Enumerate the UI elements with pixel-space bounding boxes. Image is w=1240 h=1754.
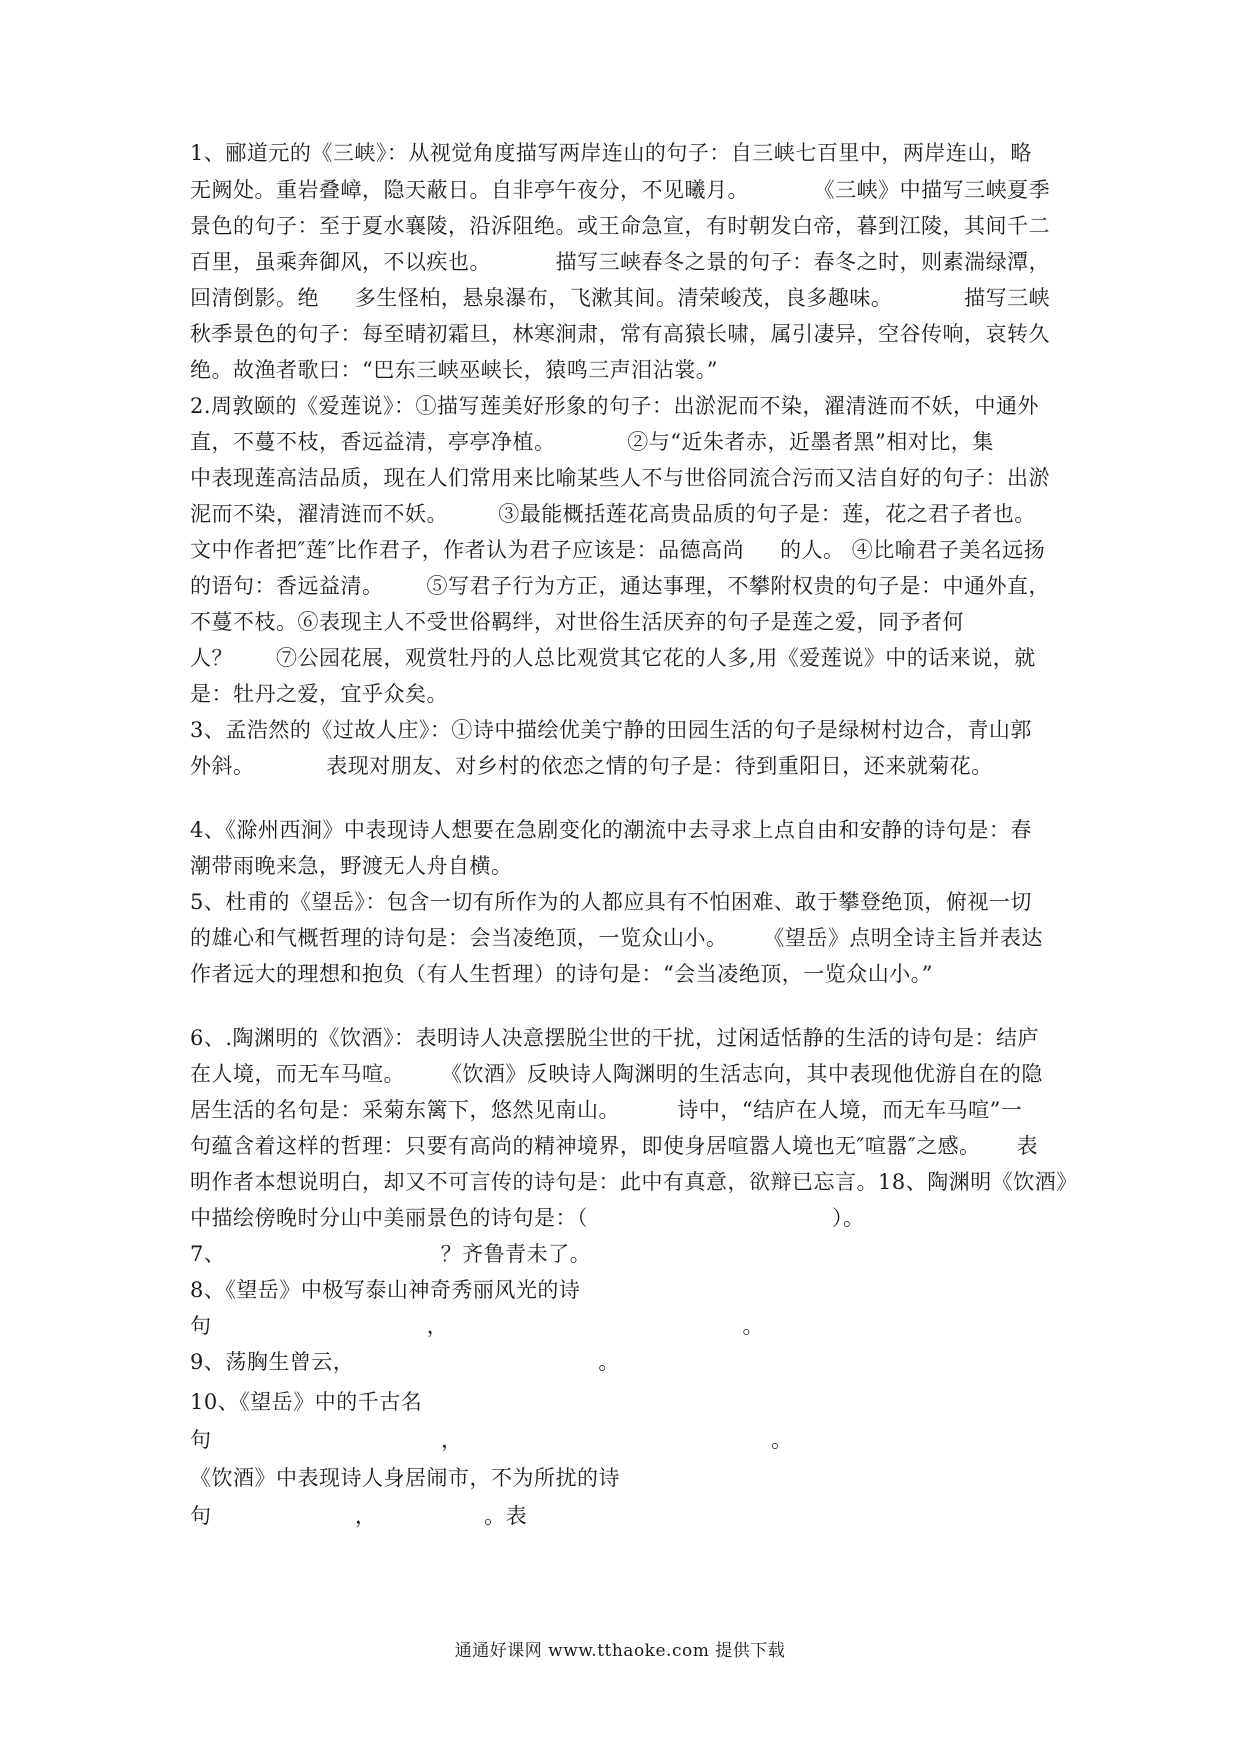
text-line: 景色的句子：至于夏水襄陵，沿泝阻绝。或王命急宣，有时朝发白帝，暮到江陵，其间千二 [190, 214, 1050, 238]
text-line: 6、.陶渊明的《饮酒》：表明诗人决意摆脱尘世的干扰，过闲适恬静的生活的诗句是：结庐 [190, 1026, 1040, 1050]
text-line: 中描绘傍晚时分山中美丽景色的诗句是：（ ）。 [190, 1206, 865, 1230]
text-line: 3、孟浩然的《过故人庄》：①诗中描绘优美宁静的田园生活的句子是绿树村边合，青山郭 [190, 718, 1032, 742]
text-line: 5、杜甫的《望岳》：包含一切有所作为的人都应具有不怕困难、敢于攀登绝顶，俯视一切 [190, 890, 1032, 914]
text-line: 绝。故渔者歌曰：“巴东三峡巫峡长，猿鸣三声泪沾裳。” [190, 358, 718, 382]
text-line: 中表现莲高洁品质，现在人们常用来比喻某些人不与世俗同流合污而又洁自好的句子：出淤 [190, 466, 1050, 490]
text-line: 2.周敦颐的《爱莲说》：①描写莲美好形象的句子：出淤泥而不染，濯清涟而不妖，中通外 [190, 394, 1040, 418]
text-line: 7、 ？齐鲁青未了。 [190, 1242, 592, 1266]
text-line: 的语句：香远益清。 ⑤写君子行为方正，通达事理，不攀附权贵的句子是：中通外直， [190, 574, 1051, 598]
text-line: 无阙处。重岩叠嶂，隐天蔽日。自非亭午夜分，不见曦月。 《三峡》中描写三峡夏季 [190, 178, 1051, 202]
text-line: 《饮酒》中表现诗人身居闹市，不为所扰的诗 [190, 1466, 620, 1490]
text-line: 8、《望岳》中极写泰山神奇秀丽风光的诗 [190, 1278, 581, 1302]
text-line: 明作者本想说明白，却又不可言传的诗句是：此中有真意，欲辩已忘言。18、陶渊明《饮酒》 [190, 1170, 1078, 1194]
text-line: 在人境，而无车马喧。 《饮酒》反映诗人陶渊明的生活志向，其中表现他优游自在的隐 [190, 1062, 1043, 1086]
text-line: 句 ， 。 [190, 1428, 793, 1452]
text-line: 10、《望岳》中的千古名 [190, 1390, 423, 1414]
text-line: 4、《滁州西涧》中表现诗人想要在急剧变化的潮流中去寻求上点自由和安静的诗句是：春 [190, 818, 1032, 842]
text-line: 百里，虽乘奔御风，不以疾也。 描写三峡春冬之景的句子：春冬之时，则素湍绿潭， [190, 250, 1051, 274]
text-line: 句 ， 。表 [190, 1504, 528, 1528]
text-line: 句 ， 。 [190, 1314, 764, 1338]
text-line: 不蔓不枝。⑥表现主人不受世俗羁绊，对世俗生活厌弃的句子是莲之爱，同予者何 [190, 610, 964, 634]
text-line: 秋季景色的句子：每至晴初霜旦，林寒涧肃，常有高猿长啸，属引凄异，空谷传响，哀转久 [190, 322, 1050, 346]
text-line: 9、荡胸生曾云， 。 [190, 1350, 620, 1374]
text-line: 泥而不染，濯清涟而不妖。 ③最能概括莲花高贵品质的句子是：莲，花之君子者也。 [190, 502, 1036, 526]
text-line: 人？ ⑦公园花展，观赏牡丹的人总比观赏其它花的人多,用《爱莲说》中的话来说，就 [190, 646, 1036, 670]
text-line: 是：牡丹之爱，宜乎众矣。 [190, 682, 448, 706]
text-line: 外斜。 表现对朋友、对乡村的依恋之情的句子是：待到重阳日，还来就菊花。 [190, 754, 993, 778]
text-line: 居生活的名句是：采菊东篱下，悠然见南山。 诗中，“结庐在人境，而无车马喧”一 [190, 1098, 1023, 1122]
text-line: 直，不蔓不枝，香远益清，亭亭净植。 ②与“近朱者赤，近墨者黑”相对比，集 [190, 430, 994, 454]
text-line: 回清倒影。绝 多生怪柏，悬泉瀑布，飞漱其间。清荣峻茂，良多趣味。 描写三峡 [190, 286, 1051, 310]
text-line: 作者远大的理想和抱负（有人生哲理）的诗句是：“会当凌绝顶，一览众山小。” [190, 962, 933, 986]
text-line: 的雄心和气概哲理的诗句是：会当凌绝顶，一览众山小。 《望岳》点明全诗主旨并表达 [190, 926, 1043, 950]
page-footer: 通通好课网 www.tthaoke.com 提供下载 [454, 1641, 786, 1661]
text-line: 1、郦道元的《三峡》：从视觉角度描写两岸连山的句子：自三峡七百里中，两岸连山，略 [190, 141, 1032, 165]
text-line: 句蕴含着这样的哲理：只要有高尚的精神境界，即使身居喧嚣人境也无″喧嚣″之感。 表 [190, 1134, 1039, 1158]
text-line: 文中作者把″莲″比作君子，作者认为君子应该是：品德高尚 的人。 ④比喻君子美名远扬 [190, 538, 1046, 562]
text-line: 潮带雨晚来急，野渡无人舟自横。 [190, 854, 513, 878]
